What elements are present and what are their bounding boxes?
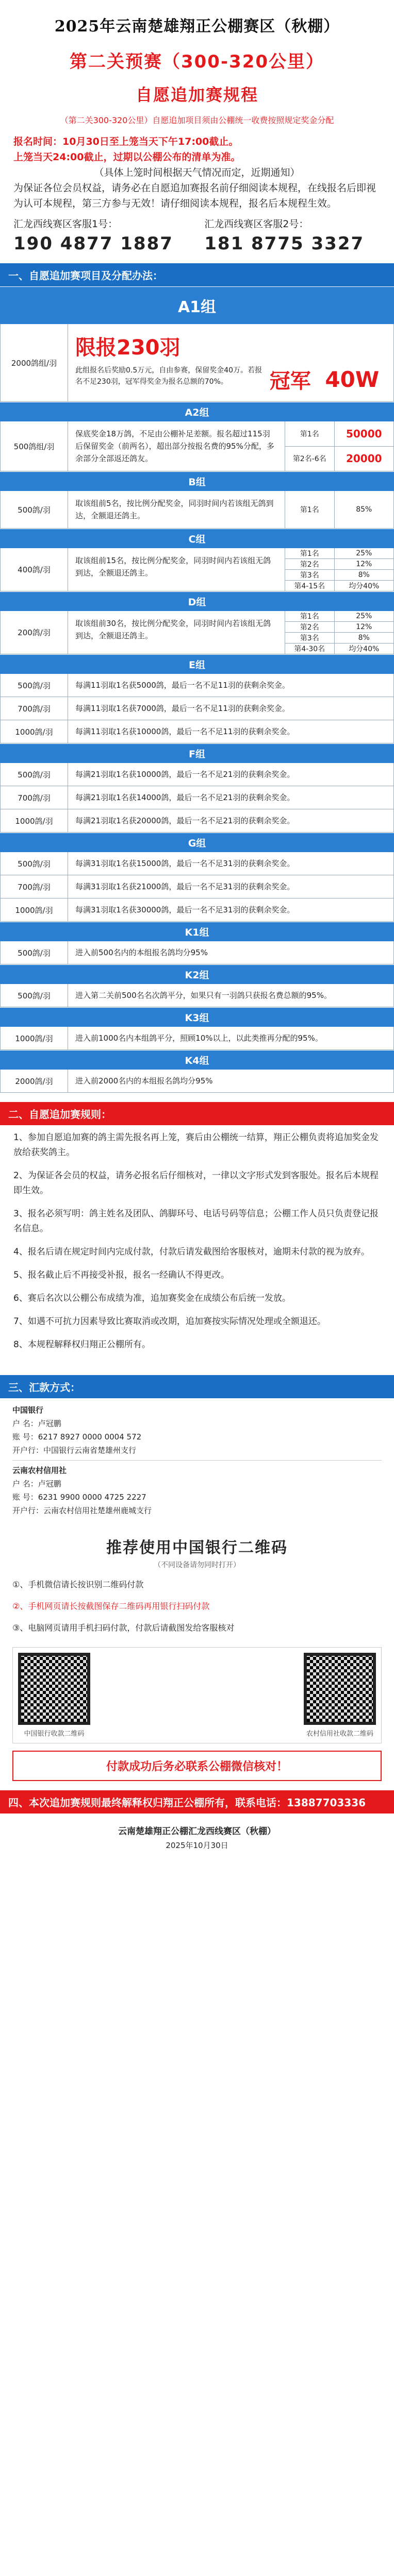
promo-title: 推荐使用中国银行二维码 [106, 1539, 288, 1557]
group-payout [285, 548, 393, 591]
schedule-note: （具体上笼时间根据天气情况而定，近期通知） [94, 167, 300, 178]
tier-desc: 每满11羽取1名获7000鸽，最后一名不足11羽的获剩余奖金。 [75, 704, 290, 713]
group-price: 200鸽/羽 [1, 611, 68, 654]
tier-price: 1000鸽/羽 [1, 899, 68, 921]
payout-row [285, 491, 393, 528]
group-block [0, 548, 394, 591]
payout-rank: 第1名 [285, 548, 335, 558]
group-price: 500鸽组/羽 [1, 421, 68, 471]
group-header: B组 [0, 471, 394, 491]
payout-row [285, 570, 393, 581]
group-a1-prize: 40W [325, 367, 380, 392]
group-block [0, 421, 394, 471]
page-title: 2025年云南楚雄翔正公棚赛区（秋棚） [54, 18, 340, 36]
special-price: 500鸽/羽 [1, 941, 68, 964]
payout-value: 25% [356, 549, 372, 557]
contact-label: 汇龙西线赛区客服2号： [204, 218, 309, 230]
payout-value: 均分40% [349, 582, 380, 590]
payout-rank: 第3名 [285, 633, 335, 643]
tier-row [0, 786, 394, 809]
group-a1-limit: 限报230羽 [75, 336, 180, 360]
qr-1[interactable] [18, 1653, 90, 1738]
tier-header: G组 [0, 833, 394, 852]
special-row [0, 984, 394, 1007]
special-price: 1000鸽/羽 [1, 1027, 68, 1049]
contact-phone[interactable]: 181 8775 3327 [204, 233, 365, 254]
bank-2-branch: 开户行：云南农村信用社楚雄州鹿城支行 [12, 1506, 152, 1515]
payout-value: 8% [358, 634, 370, 642]
payout-value: 85% [356, 505, 372, 514]
special-desc: 进入前2000名内的本组报名鸽均分95% [75, 1076, 213, 1086]
group-price: 500鸽/羽 [1, 491, 68, 528]
special-desc: 进入第二关前500名名次鸽平分，如果只有一羽鸽只获报名费总额的95%。 [75, 991, 332, 1000]
intro-text: 为保证各位会员权益，请务必在自愿追加赛报名前仔细阅读本规程，在线报名后即视为认可本规程，第三方参与无效！请仔细阅读本规程，报名后本规程生效。 [13, 182, 376, 209]
tier-header: F组 [0, 743, 394, 763]
tier-price: 500鸽/羽 [1, 852, 68, 875]
reg-time: 报名时间：10月30日至上笼当天下午17:00截止。 [13, 136, 239, 147]
payout-rank: 第4-15名 [285, 581, 335, 591]
footer [0, 1814, 394, 1861]
group-block [0, 611, 394, 654]
bank-1-name: 中国银行 [12, 1405, 44, 1415]
tier-desc: 每满11羽取1名获5000鸽，最后一名不足11羽的获剩余奖金。 [75, 681, 290, 690]
payout-value: 20000 [346, 452, 382, 465]
special-header: K2组 [0, 964, 394, 984]
group-payout [285, 421, 393, 471]
special-desc: 进入前500名内的本组报名鸽均分95% [75, 948, 208, 957]
group-a1-header: A1组 [0, 286, 394, 324]
payout-value: 12% [356, 623, 372, 631]
payout-row [285, 633, 393, 643]
payout-row [285, 421, 393, 447]
bank-1-account[interactable]: 账 号：6217 8927 0000 0004 572 [12, 1432, 142, 1442]
special-desc: 进入前1000名内本组鸽平分，照顾10%以上，以此类推再分配的95%。 [75, 1033, 323, 1043]
group-block [0, 491, 394, 529]
bank-2-holder: 户 名：卢冠鹏 [12, 1479, 61, 1488]
promo-step-2: ②、手机网页请长按截图保存二维码再用银行扫码付款 [12, 1601, 210, 1611]
intro [0, 131, 394, 214]
cutoff-time: 上笼当天24:00截止，过期以公棚公布的清单为准。 [13, 151, 241, 163]
payout-rank: 第1名 [285, 611, 335, 621]
tier-price: 700鸽/羽 [1, 786, 68, 809]
payout-value: 25% [356, 612, 372, 620]
bank-2-account[interactable]: 账 号：6231 9900 0000 4725 2227 [12, 1493, 146, 1502]
special-price: 500鸽/羽 [1, 984, 68, 1007]
special-header: K1组 [0, 922, 394, 941]
closing-note: 四、本次追加赛规则最终解释权归翔正公棚所有，联系电话：13887703336 [0, 1790, 394, 1814]
rule-item: 2、为保证各会员的权益，请务必报名后仔细核对，一律以文字形式发到客服处。报名后本规程即生效。 [13, 1171, 379, 1196]
tier-row [0, 875, 394, 899]
tier-row [0, 852, 394, 875]
special-price: 2000鸽/羽 [1, 1070, 68, 1092]
tier-desc: 每满21羽取1名获20000鸽，最后一名不足21羽的获剩余奖金。 [75, 816, 295, 825]
tier-price: 500鸽/羽 [1, 763, 68, 786]
qr-caption: 中国银行收款二维码 [24, 1730, 85, 1738]
payout-row [285, 581, 393, 591]
group-desc: 取该组前5名，按比例分配奖金，同羽时间内若该组无鸽到达，全额退还鸽主。 [68, 491, 285, 528]
contact-label: 汇龙西线赛区客服1号： [13, 218, 118, 230]
rules [0, 1125, 394, 1366]
payout-row [285, 447, 393, 471]
contact-1[interactable] [13, 216, 190, 254]
bank-info [0, 1398, 394, 1522]
group-desc: 保底奖金18万鸽，不足由公棚补足差额。报名超过115羽后保留奖金（前两名），超出部分按报名费的95%分配，多余部分全部返还鸽友。 [68, 421, 285, 471]
rule-item: 5、报名截止后不再接受补报，报名一经确认不得更改。 [13, 1270, 229, 1280]
group-a1-price: 2000鸽组/羽 [1, 324, 68, 401]
tier-desc: 每满21羽取1名获14000鸽，最后一名不足21羽的获剩余奖金。 [75, 793, 295, 802]
tier-row [0, 899, 394, 922]
tier-desc: 每满31羽取1名获30000鸽，最后一名不足31羽的获剩余奖金。 [75, 905, 295, 914]
divider [12, 1460, 382, 1461]
section-2-header: 二、自愿追加赛规则： [0, 1102, 394, 1125]
tier-price: 700鸽/羽 [1, 697, 68, 720]
header-note: （第二关300-320公里）自愿追加项目须由公棚统一收费按照规定奖金分配 [60, 115, 334, 125]
rule-item: 6、赛后名次以公棚公布成绩为准，追加赛奖金在成绩公布后统一发放。 [13, 1293, 291, 1303]
section-3-header: 三、汇款方式： [0, 1375, 394, 1398]
qr-2[interactable] [304, 1653, 376, 1738]
contact-2[interactable] [204, 216, 381, 254]
payout-row [285, 622, 393, 633]
bank-2-name: 云南农村信用社 [12, 1466, 67, 1475]
group-a1-champ: 冠军 [269, 369, 311, 393]
group-price: 400鸽/羽 [1, 548, 68, 591]
bank-1-branch: 开户行：中国银行云南省楚雄州支行 [12, 1446, 137, 1455]
group-header: A2组 [0, 402, 394, 421]
tier-desc: 每满31羽取1名获15000鸽，最后一名不足31羽的获剩余奖金。 [75, 859, 295, 868]
qr-caption: 农村信用社收款二维码 [306, 1730, 373, 1738]
group-desc: 取该组前30名，按比例分配奖金，同羽时间内若该组无鸽到达，全额退还鸽主。 [68, 611, 285, 654]
contacts [0, 214, 394, 254]
payout-value: 12% [356, 560, 372, 568]
special-header: K3组 [0, 1007, 394, 1027]
payout-rank: 第2名 [285, 559, 335, 569]
payout-row [285, 548, 393, 559]
footer-date: 2025年10月30日 [166, 1841, 228, 1850]
promo-sub: （不同设备请勿同时打开） [154, 1561, 240, 1569]
qr-code-icon[interactable] [304, 1653, 376, 1725]
payout-rank: 第2名-6名 [285, 447, 335, 471]
tier-desc: 每满11羽取1名获10000鸽，最后一名不足11羽的获剩余奖金。 [75, 727, 295, 736]
tier-price: 1000鸽/羽 [1, 720, 68, 743]
promo-step-1: ①、手机微信请长按识别二维码付款 [12, 1580, 144, 1589]
tier-row [0, 674, 394, 697]
rule-item: 4、报名后请在规定时间内完成付款，付款后请发截图给客服核对，逾期未付款的视为放弃。 [13, 1247, 370, 1257]
tier-desc: 每满21羽取1名获10000鸽，最后一名不足21羽的获剩余奖金。 [75, 770, 295, 779]
payout-row [285, 611, 393, 622]
payout-row [285, 643, 393, 654]
qr-codes [12, 1647, 382, 1743]
group-desc: 取该组前15名，按比例分配奖金，同羽时间内若该组无鸽到达，全额退还鸽主。 [68, 548, 285, 591]
tier-desc: 每满31羽取1名获21000鸽，最后一名不足31羽的获剩余奖金。 [75, 882, 295, 891]
subtitle: 自愿追加赛规程 [135, 85, 258, 105]
rule-item: 3、报名必须写明：鸽主姓名及团队、鸽脚环号、电话号码等信息；公棚工作人员只负责登记报名信息。 [13, 1209, 379, 1234]
qr-promo [12, 1531, 382, 1639]
footer-org: 云南楚雄翔正公棚汇龙西线赛区（秋棚） [118, 1826, 276, 1837]
tier-price: 1000鸽/羽 [1, 809, 68, 832]
group-a1-desc: 此组报名后奖励0.5万元，自由参赛，保留奖金40万。若报名不足230羽，冠军得奖金为报名总额的70%。 [75, 366, 262, 386]
payout-rank: 第1名 [285, 491, 335, 528]
payout-value: 均分40% [349, 645, 380, 653]
stage-title: 第二关预赛（300-320公里） [69, 52, 325, 72]
group-payout [285, 491, 393, 528]
payment-cta: 付款成功后务必联系公棚微信核对！ [12, 1751, 382, 1781]
special-row [0, 941, 394, 964]
tier-header: E组 [0, 654, 394, 674]
group-header: C组 [0, 529, 394, 548]
group-payout [285, 611, 393, 654]
tier-price: 700鸽/羽 [1, 875, 68, 898]
special-row [0, 1027, 394, 1050]
payout-rank: 第2名 [285, 622, 335, 632]
payout-rank: 第1名 [285, 421, 335, 446]
payout-rank: 第4-30名 [285, 643, 335, 654]
rule-item: 7、如遇不可抗力因素导致比赛取消或改期，追加赛按实际情况处理或全额退还。 [13, 1316, 326, 1327]
tier-price: 500鸽/羽 [1, 674, 68, 697]
section-1-header: 一、自愿追加赛项目及分配办法： [0, 263, 394, 286]
tier-row [0, 809, 394, 833]
header [0, 0, 394, 131]
tier-row [0, 720, 394, 743]
contact-phone[interactable]: 190 4877 1887 [13, 233, 173, 254]
payout-value: 8% [358, 571, 370, 579]
rule-item: 8、本规程解释权归翔正公棚所有。 [13, 1340, 151, 1350]
qr-code-icon[interactable] [18, 1653, 90, 1725]
payout-row [285, 559, 393, 570]
tier-row [0, 763, 394, 786]
special-row [0, 1070, 394, 1093]
payout-value: 50000 [346, 427, 382, 440]
bank-1-holder: 户 名：卢冠鹏 [12, 1419, 61, 1428]
payout-rank: 第3名 [285, 570, 335, 580]
group-a1 [0, 324, 394, 402]
promo-step-3: ③、电脑网页请用手机扫码付款，付款后请截图发给客服核对 [12, 1623, 235, 1633]
special-header: K4组 [0, 1050, 394, 1070]
group-header: D组 [0, 591, 394, 611]
rule-item: 1、参加自愿追加赛的鸽主需先报名再上笼，赛后由公棚统一结算，翔正公棚负责将追加奖金发放给获奖鸽主。 [13, 1132, 379, 1158]
tier-row [0, 697, 394, 720]
